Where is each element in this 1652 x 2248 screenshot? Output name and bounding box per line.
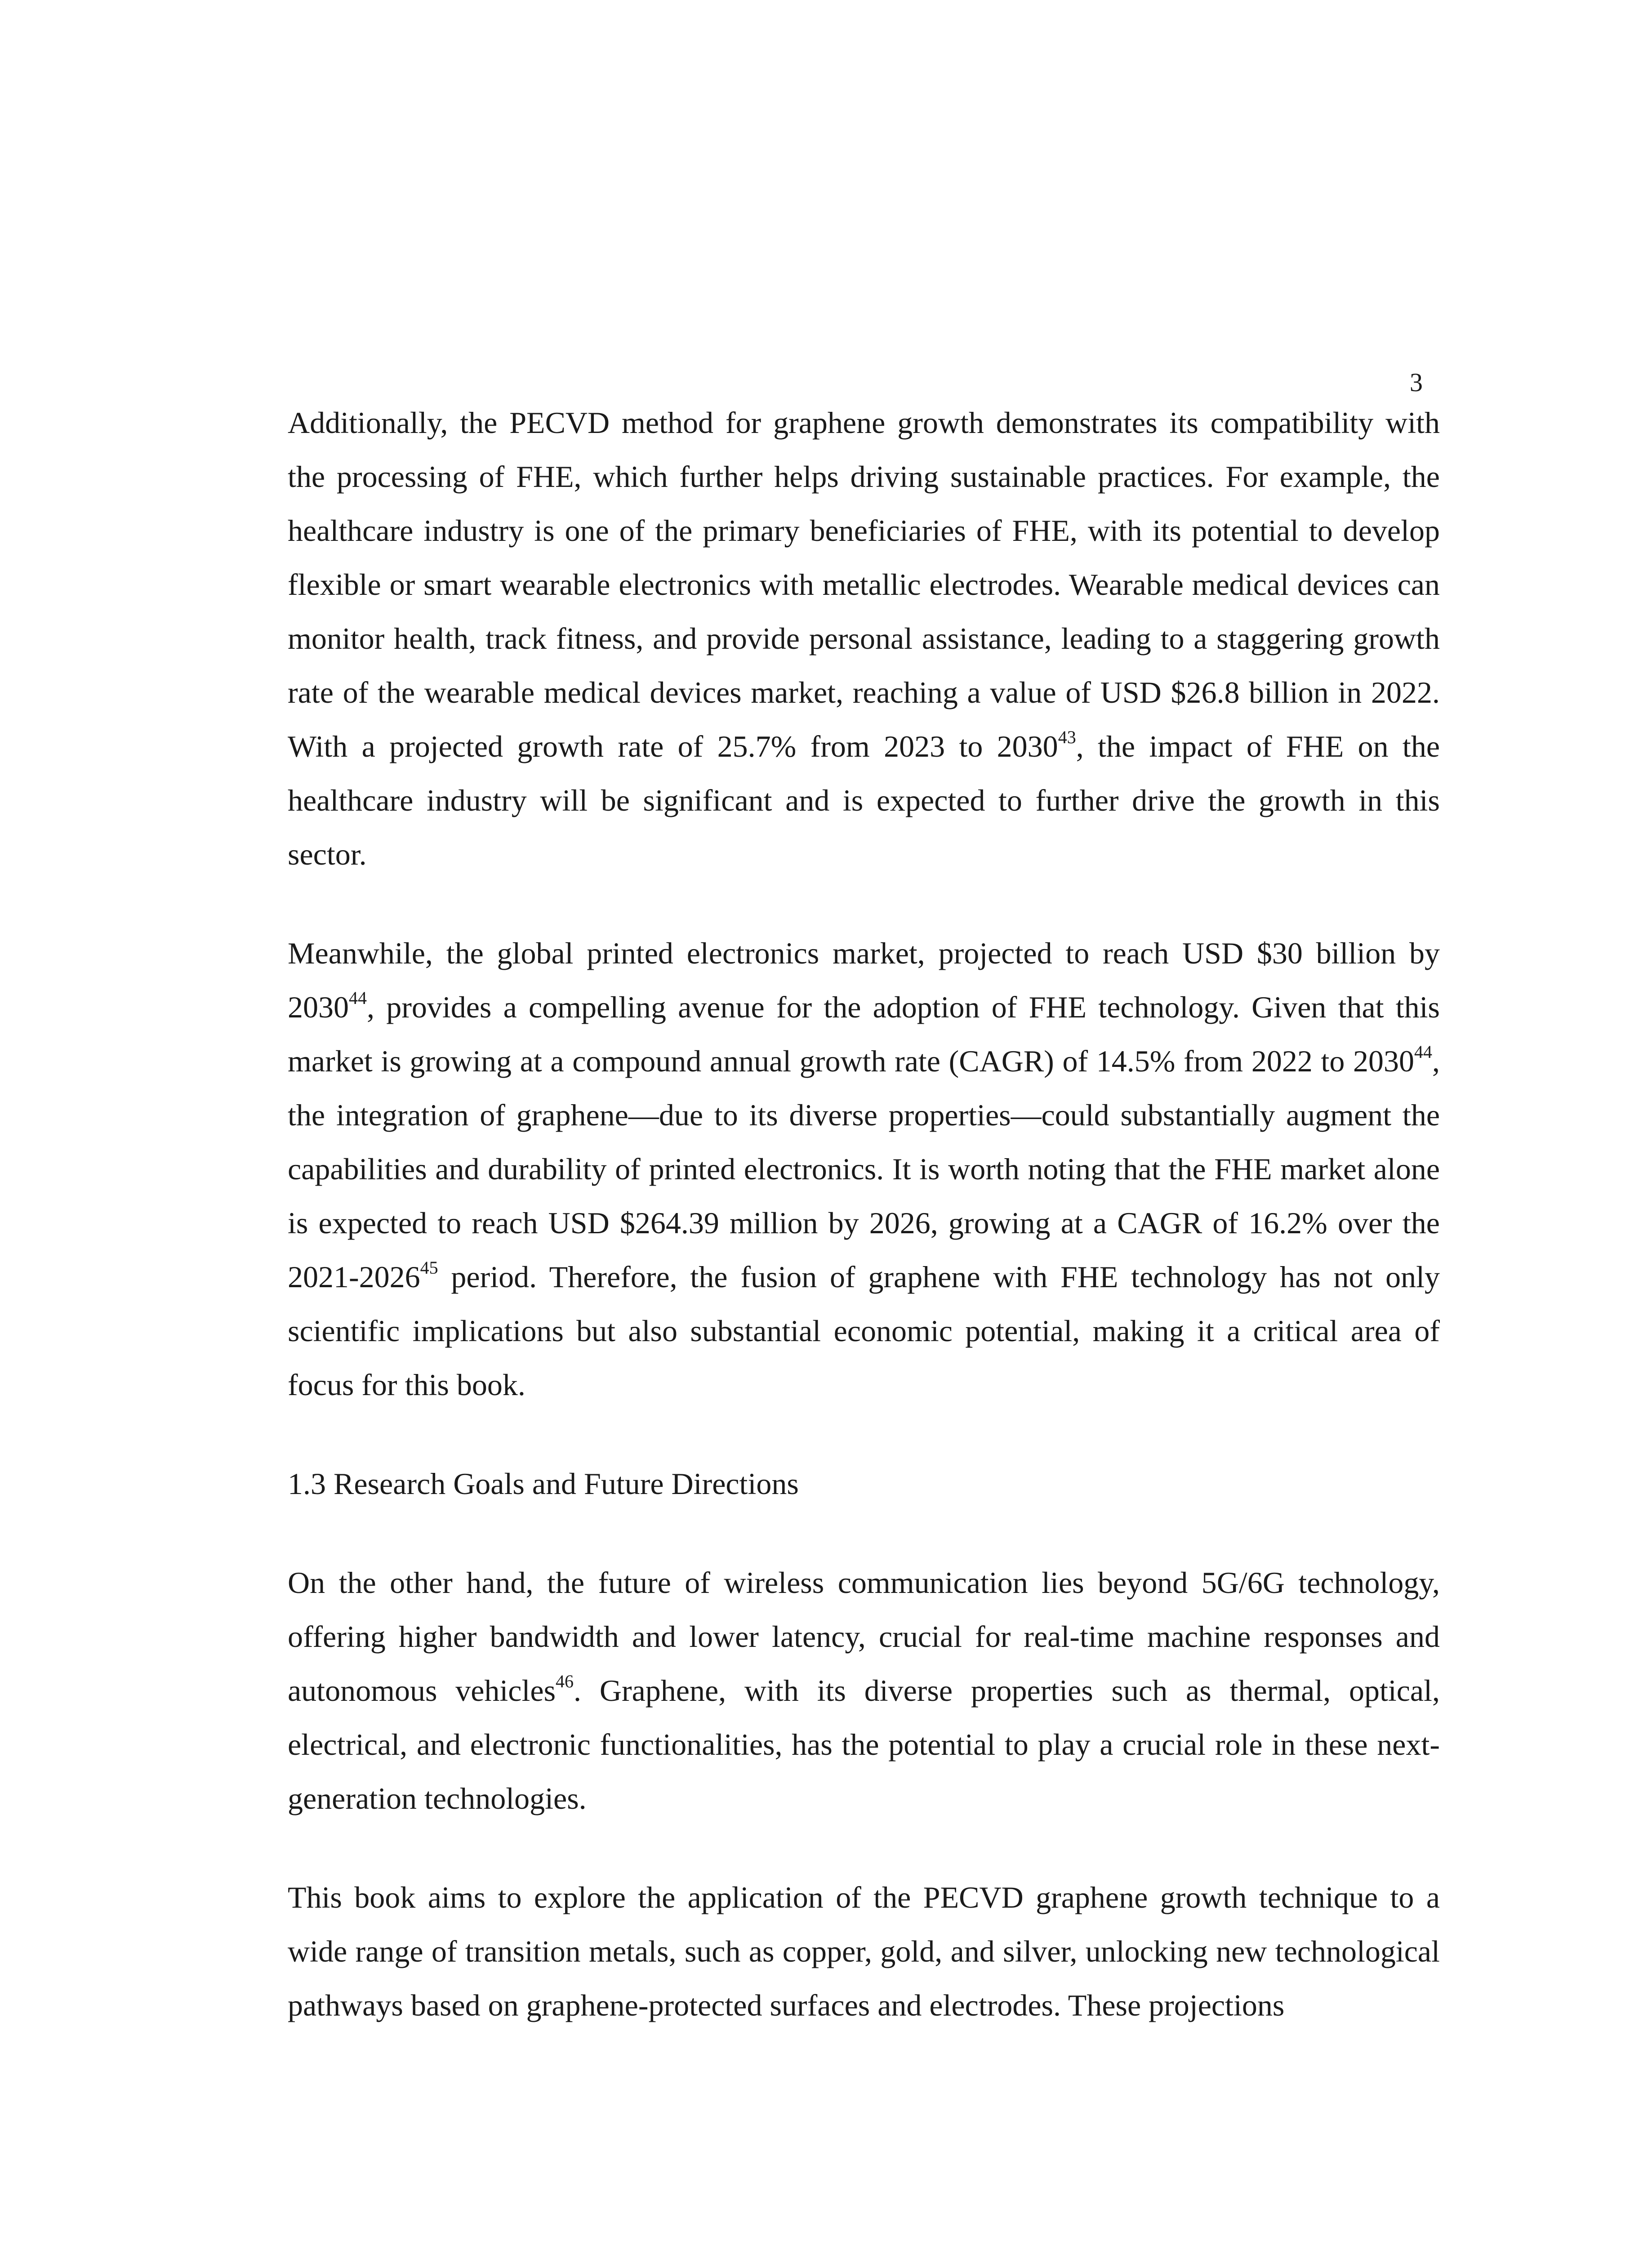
paragraph-text: This book aims to explore the application of the PECVD graphene growth technique to a wide range of transition metals, such as copper, gold, and silver, unlocking new technological pathways based on graphene-protected surfaces and electrodes. These projections (288, 1880, 1440, 2022)
document-body (288, 396, 1440, 2077)
paragraph-text: period. Therefore, the fusion of graphene with FHE technology has not only scientific implications but also substantial economic potential, making it a critical area of focus for this book. (288, 1260, 1440, 1402)
citation-ref: 43 (1058, 727, 1076, 748)
paragraph-book-aims (288, 1870, 1440, 2032)
paragraph-text: Meanwhile, the global printed electronics market, projected to reach USD $30 billion by 2030 (288, 936, 1440, 1024)
citation-ref: 44 (349, 988, 367, 1008)
paragraph-text: , the impact of FHE on the healthcare industry will be significant and is expected to further drive the growth in this sector. (288, 729, 1440, 871)
paragraph-printed-electronics (288, 926, 1440, 1412)
paragraph-text: , provides a compelling avenue for the adoption of FHE technology. Given that this market is growing at a compound annual growth rate (CAGR) of 14.5% from 2022 to 2030 (288, 990, 1440, 1078)
citation-ref: 46 (556, 1671, 574, 1692)
paragraph-wireless (288, 1556, 1440, 1825)
paragraph-text: , the integration of graphene—due to its diverse properties—could substantially augment the capabilities and durability of printed electronics. It is worth noting that the FHE market alone is expected to reach USD $264.39 million by 2026, growing at a CAGR of 16.2% over the 2021-2026 (288, 1044, 1440, 1294)
paragraph-fhe-healthcare (288, 396, 1440, 881)
paragraph-text: Additionally, the PECVD method for graphene growth demonstrates its compatibility with the processing of FHE, which further helps driving sustainable practices. For example, the healthcare industry is one of the primary beneficiaries of FHE, with its potential to develop flexible or smart wearable electronics with metallic electrodes. Wearable medical devices can monitor health, track fitness, and provide personal assistance, leading to a staggering growth rate of the wearable medical devices market, reaching a value of USD $26.8 billion in 2022. With a projected growth rate of 25.7% from 2023 to 2030 (288, 406, 1440, 763)
citation-ref: 44 (1414, 1042, 1432, 1062)
citation-ref: 45 (420, 1258, 438, 1278)
paragraph-text: . Graphene, with its diverse properties such as thermal, optical, electrical, and electronic functionalities, has the potential to play a crucial role in these next-generation technologies. (288, 1673, 1440, 1815)
paragraph-text: On the other hand, the future of wireless communication lies beyond 5G/6G technology, offering higher bandwidth and lower latency, crucial for real-time machine responses and autonomous vehicles (288, 1566, 1440, 1708)
page-number: 3 (1410, 368, 1423, 397)
section-heading: 1.3 Research Goals and Future Directions (288, 1467, 799, 1501)
